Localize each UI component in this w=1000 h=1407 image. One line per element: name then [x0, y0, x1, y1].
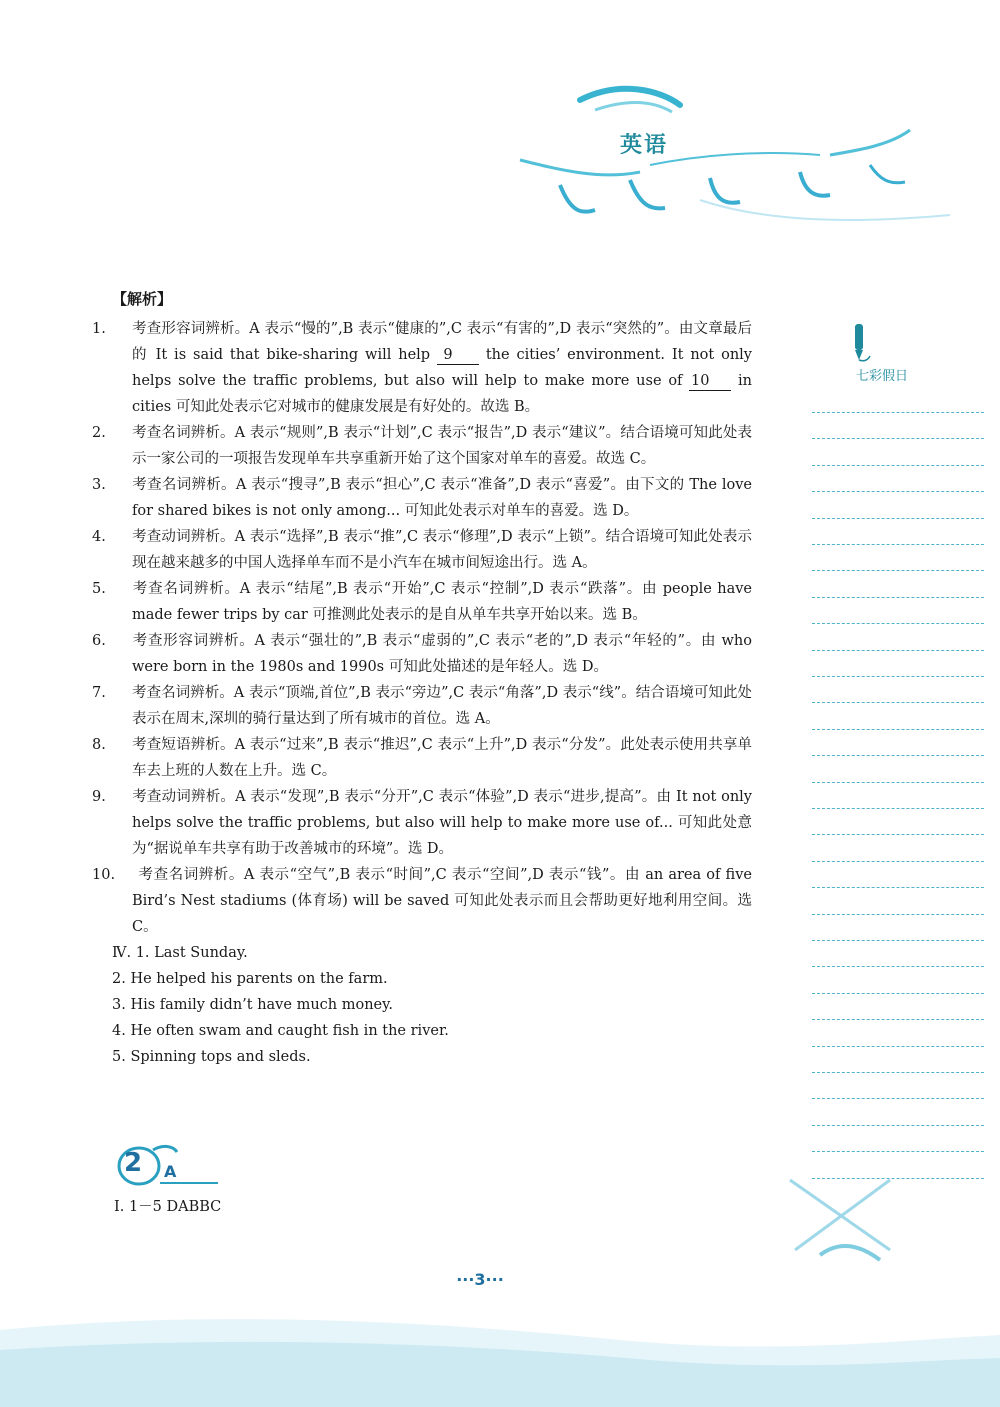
- note-line: [812, 623, 984, 624]
- analysis-item-2: 2. 考查名词辨析。A 表示“规则”,B 表示“计划”,C 表示“报告”,D 表示“建议”。结合语境可知此处表示一家公司的一项报告发现单车共享重新开始了这个国家对单车的喜爱。故选 C。: [92, 425, 752, 467]
- answer-blank-10: 10: [689, 372, 731, 391]
- note-line: [812, 465, 984, 466]
- note-line: [812, 1072, 984, 1073]
- note-line: [812, 412, 984, 413]
- note-line: [812, 1098, 984, 1099]
- note-line: [812, 570, 984, 571]
- note-line: [812, 518, 984, 519]
- note-line: [812, 1046, 984, 1047]
- note-line: [812, 966, 984, 967]
- unit-answer: Ⅰ. 1－5 DABBC: [114, 1199, 222, 1215]
- pen-icon: [848, 322, 872, 364]
- note-line: [812, 438, 984, 439]
- note-line: [812, 597, 984, 598]
- note-line: [812, 676, 984, 677]
- analysis-item-7: 7. 考查名词辨析。A 表示“顶端,首位”,B 表示“旁边”,C 表示“角落”,D 表示“线”。结合语境可知此处表示在周末,深圳的骑行量达到了所有城市的首位。选 A。: [92, 685, 752, 727]
- answer-line: 5. Spinning tops and sleds.: [112, 1049, 311, 1065]
- unit-number: 2: [124, 1148, 143, 1178]
- note-line: [812, 1019, 984, 1020]
- analysis-item-9: 9. 考查动词辨析。A 表示“发现”,B 表示“分开”,C 表示“体验”,D 表示“进步,提高”。由 It not only helps solve the traffic problems, but also will help to make more use of... 可知此处意为“据说单车共享有助于改善城市的环境”。选 D。: [92, 789, 752, 857]
- note-line: [812, 544, 984, 545]
- note-line: [812, 702, 984, 703]
- analysis-item-1: 1. 考查形容词辨析。A 表示“慢的”,B 表示“健康的”,C 表示“有害的”,D 表示“突然的”。由文章最后的 It is said that bike-sharing will help 9 the cities’ environment. It not only helps solve the traffic problems, but also will help to make more use of 10 in cities 可知此处表示它对城市的健康发展是有好处的。故选 B。: [92, 321, 752, 415]
- answer-line: 2. He helped his parents on the farm.: [112, 971, 388, 987]
- footer-wave: [0, 1280, 1000, 1407]
- answer-line: 3. His family didn’t have much money.: [112, 997, 393, 1013]
- note-line: [812, 940, 984, 941]
- analysis-item-10: 10. 考查名词辨析。A 表示“空气”,B 表示“时间”,C 表示“空间”,D 表示“钱”。由 an area of five Bird’s Nest stadiums (体育场) will be saved 可知此处表示而且会帮助更好地利用空间。选 C。: [92, 867, 752, 935]
- note-line: [812, 729, 984, 730]
- page-number: ···3···: [456, 1270, 504, 1289]
- subject-title: 英语: [620, 133, 669, 158]
- note-line: [812, 861, 984, 862]
- note-line: [812, 914, 984, 915]
- unit-letter: A: [164, 1162, 177, 1181]
- analysis-section: [92, 286, 752, 1070]
- section-title: 【解析】: [112, 290, 173, 308]
- unit-divider: [160, 1182, 218, 1184]
- answer-line: Ⅳ. 1. Last Sunday.: [112, 945, 248, 961]
- analysis-item-4: 4. 考查动词辨析。A 表示“选择”,B 表示“推”,C 表示“修理”,D 表示“上锁”。结合语境可知此处表示现在越来越多的中国人选择单车而不是小汽车在城市间短途出行。选 A。: [92, 529, 752, 571]
- analysis-item-6: 6. 考查形容词辨析。A 表示“强壮的”,B 表示“虚弱的”,C 表示“老的”,D 表示“年轻的”。由 who were born in the 1980s and 1990s 可知此处描述的是年轻人。选 D。: [92, 633, 752, 675]
- note-line: [812, 993, 984, 994]
- answer-line: 4. He often swam and caught fish in the river.: [112, 1023, 449, 1039]
- analysis-item-5: 5. 考查名词辨析。A 表示“结尾”,B 表示“开始”,C 表示“控制”,D 表示“跌落”。由 people have made fewer trips by car 可推测此处表示的是自从单车共享开始以来。选 B。: [92, 581, 752, 623]
- footer-decoration: [780, 1160, 910, 1270]
- note-line: [812, 755, 984, 756]
- header-decoration: [500, 60, 980, 260]
- note-line: [812, 1151, 984, 1152]
- note-line: [812, 491, 984, 492]
- analysis-item-8: 8. 考查短语辨析。A 表示“过来”,B 表示“推迟”,C 表示“上升”,D 表示“分发”。此处表示使用共享单车去上班的人数在上升。选 C。: [92, 737, 752, 779]
- note-line: [812, 834, 984, 835]
- note-line: [812, 782, 984, 783]
- note-line: [812, 1125, 984, 1126]
- note-line: [812, 650, 984, 651]
- sidebar-label: 七彩假日: [856, 369, 909, 384]
- answer-blank-9: 9: [437, 346, 479, 365]
- note-line: [812, 887, 984, 888]
- answers-list: [112, 940, 752, 1070]
- analysis-item-3: 3. 考查名词辨析。A 表示“搜寻”,B 表示“担心”,C 表示“准备”,D 表示“喜爱”。由下文的 The love for shared bikes is not only among... 可知此处表示对单车的喜爱。选 D。: [92, 477, 752, 519]
- note-line: [812, 808, 984, 809]
